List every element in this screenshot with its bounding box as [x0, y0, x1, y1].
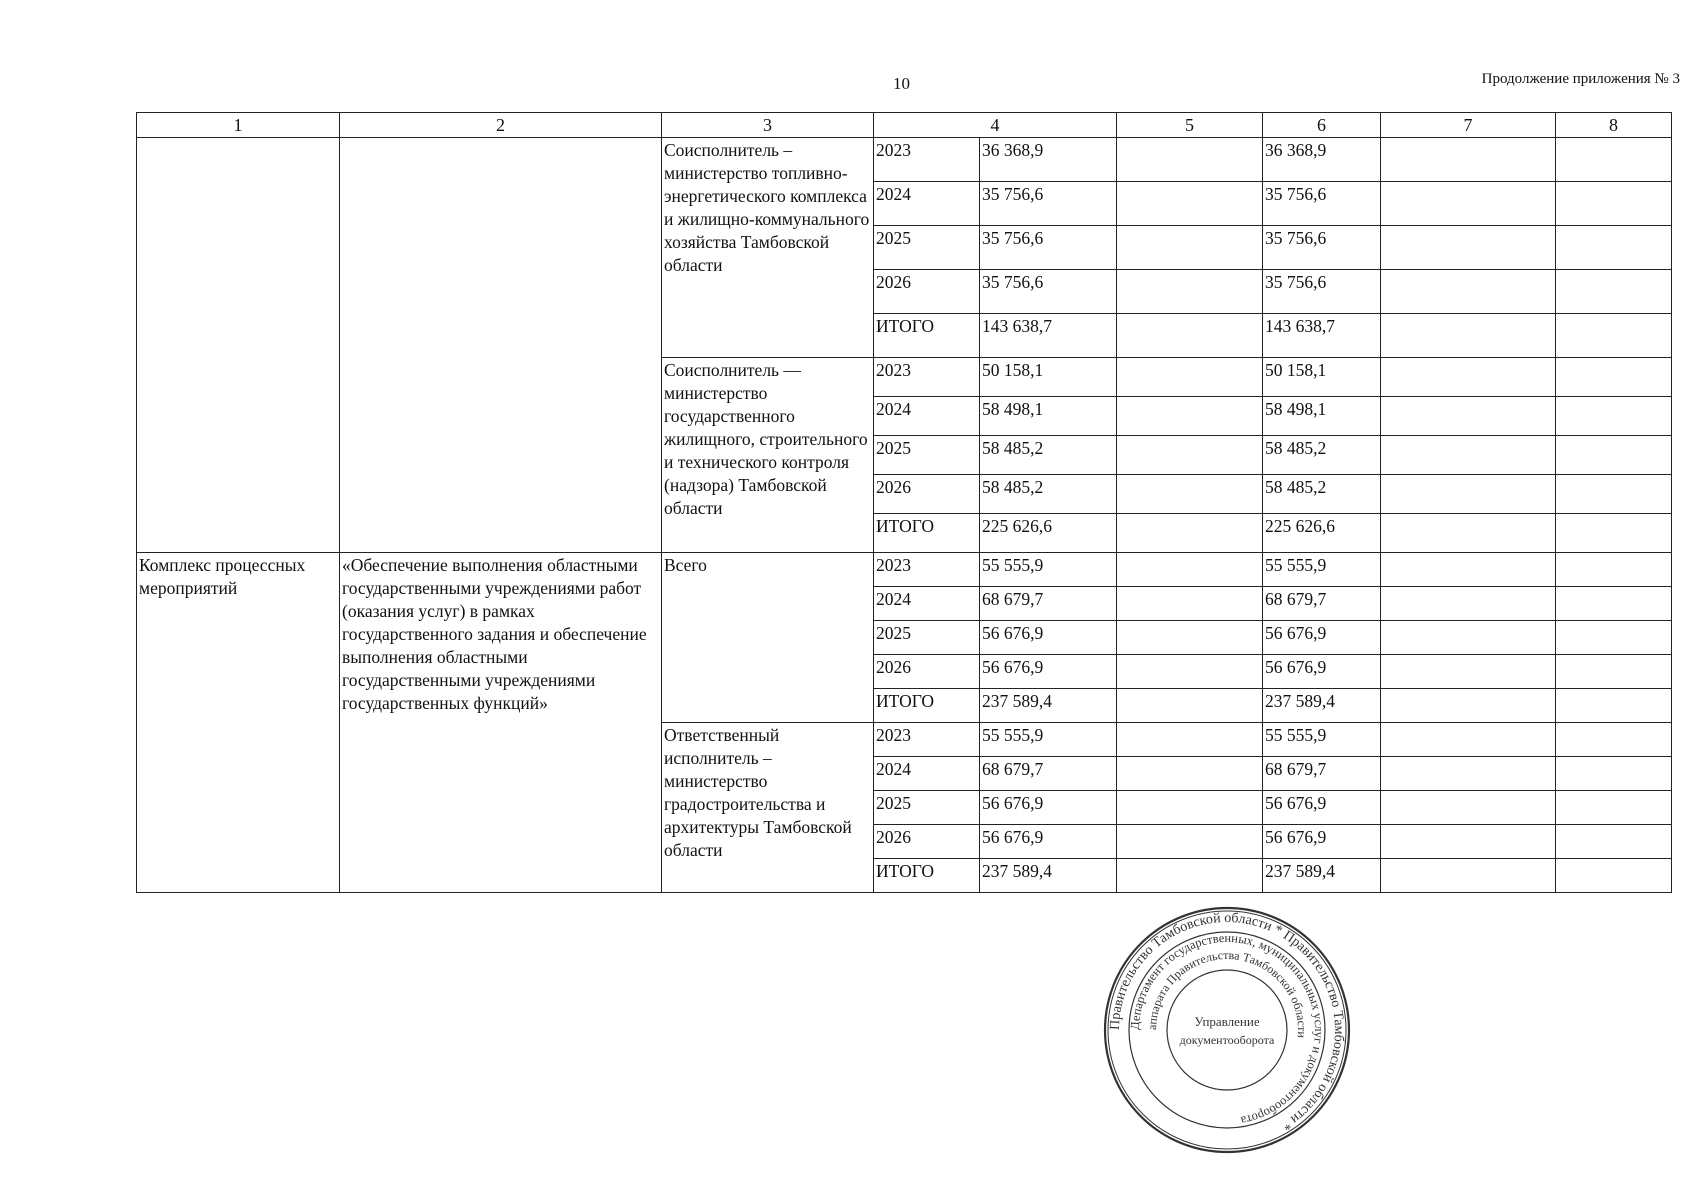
local-cell [1381, 553, 1556, 587]
regional-cell: 56 676,9 [1263, 655, 1381, 689]
seal-outer-text: Правительство Тамбовской области * Правительство Тамбовской области * [1107, 910, 1347, 1133]
local-cell [1381, 689, 1556, 723]
federal-cell [1117, 436, 1263, 475]
federal-cell [1117, 514, 1263, 553]
seal-ring-inner [1167, 970, 1287, 1090]
executor-cell: Ответственный исполнитель – министерство градостроительства и архитектуры Тамбовской области [662, 723, 874, 893]
federal-cell [1117, 314, 1263, 358]
federal-cell [1117, 689, 1263, 723]
regional-cell: 55 555,9 [1263, 553, 1381, 587]
period-cell: 2025 [874, 436, 980, 475]
regional-cell: 237 589,4 [1263, 689, 1381, 723]
local-cell [1381, 436, 1556, 475]
federal-cell [1117, 270, 1263, 314]
other-cell [1556, 358, 1672, 397]
period-cell: ИТОГО [874, 689, 980, 723]
name-cell: «Обеспечение выполнения областными государственными учреждениями работ (оказания услуг) в рамках государственного задания и обеспечение выполнения областными государственными учреждениями государственных функций» [340, 553, 662, 893]
period-cell: 2025 [874, 226, 980, 270]
other-cell [1556, 138, 1672, 182]
column-header: 7 [1381, 113, 1556, 138]
total-cell: 68 679,7 [980, 757, 1117, 791]
column-number-row [137, 113, 1672, 138]
period-cell: 2025 [874, 621, 980, 655]
column-header: 5 [1117, 113, 1263, 138]
seal-graphic [1102, 905, 1352, 1155]
regional-cell: 36 368,9 [1263, 138, 1381, 182]
total-cell: 56 676,9 [980, 791, 1117, 825]
other-cell [1556, 757, 1672, 791]
federal-cell [1117, 475, 1263, 514]
regional-cell: 35 756,6 [1263, 226, 1381, 270]
seal-center-line-1: Управление [1194, 1014, 1260, 1029]
local-cell [1381, 182, 1556, 226]
period-cell: 2024 [874, 757, 980, 791]
federal-cell [1117, 723, 1263, 757]
federal-cell [1117, 138, 1263, 182]
period-cell: 2026 [874, 655, 980, 689]
regional-cell: 56 676,9 [1263, 621, 1381, 655]
local-cell [1381, 655, 1556, 689]
period-cell: 2024 [874, 587, 980, 621]
seal-inner-text: аппарата Правительства Тамбовской области [1144, 947, 1310, 1039]
other-cell [1556, 587, 1672, 621]
period-cell: 2026 [874, 475, 980, 514]
local-cell [1381, 825, 1556, 859]
other-cell [1556, 270, 1672, 314]
other-cell [1556, 182, 1672, 226]
total-cell: 56 676,9 [980, 825, 1117, 859]
regional-cell: 35 756,6 [1263, 270, 1381, 314]
table-row [137, 553, 1672, 587]
total-cell: 58 485,2 [980, 475, 1117, 514]
column-header: 1 [137, 113, 340, 138]
name-cell [340, 138, 662, 553]
total-cell: 58 498,1 [980, 397, 1117, 436]
local-cell [1381, 226, 1556, 270]
other-cell [1556, 689, 1672, 723]
regional-cell: 55 555,9 [1263, 723, 1381, 757]
total-cell: 143 638,7 [980, 314, 1117, 358]
total-cell: 36 368,9 [980, 138, 1117, 182]
column-header: 8 [1556, 113, 1672, 138]
local-cell [1381, 514, 1556, 553]
local-cell [1381, 138, 1556, 182]
other-cell [1556, 436, 1672, 475]
executor-cell: Соисполнитель – министерство топливно-энергетического комплекса и жилищно-коммунального хозяйства Тамбовской области [662, 138, 874, 358]
period-cell: 2023 [874, 553, 980, 587]
column-header: 2 [340, 113, 662, 138]
federal-cell [1117, 358, 1263, 397]
federal-cell [1117, 791, 1263, 825]
total-cell: 68 679,7 [980, 587, 1117, 621]
total-cell: 237 589,4 [980, 689, 1117, 723]
regional-cell: 68 679,7 [1263, 587, 1381, 621]
regional-cell: 68 679,7 [1263, 757, 1381, 791]
federal-cell [1117, 226, 1263, 270]
other-cell [1556, 621, 1672, 655]
structure-cell: Комплекс процессных мероприятий [137, 553, 340, 893]
local-cell [1381, 314, 1556, 358]
total-cell: 50 158,1 [980, 358, 1117, 397]
seal-middle-text: Департамент государственных, муниципальных услуг и документооборота [1127, 930, 1327, 1128]
page-number: 10 [893, 74, 910, 93]
local-cell [1381, 723, 1556, 757]
total-cell: 237 589,4 [980, 859, 1117, 893]
period-cell: 2025 [874, 791, 980, 825]
regional-cell: 237 589,4 [1263, 859, 1381, 893]
column-header: 3 [662, 113, 874, 138]
federal-cell [1117, 553, 1263, 587]
federal-cell [1117, 397, 1263, 436]
period-cell: 2024 [874, 182, 980, 226]
total-cell: 55 555,9 [980, 553, 1117, 587]
local-cell [1381, 757, 1556, 791]
regional-cell: 50 158,1 [1263, 358, 1381, 397]
total-cell: 55 555,9 [980, 723, 1117, 757]
official-seal [1102, 905, 1352, 1155]
period-cell: ИТОГО [874, 859, 980, 893]
regional-cell: 225 626,6 [1263, 514, 1381, 553]
total-cell: 35 756,6 [980, 226, 1117, 270]
seal-center-line-2: документооборота [1179, 1033, 1275, 1047]
column-header: 6 [1263, 113, 1381, 138]
federal-cell [1117, 182, 1263, 226]
total-cell: 225 626,6 [980, 514, 1117, 553]
other-cell [1556, 723, 1672, 757]
federal-cell [1117, 825, 1263, 859]
executor-cell: Соисполнитель — министерство государственного жилищного, строительного и технического контроля (надзора) Тамбовской области [662, 358, 874, 553]
other-cell [1556, 475, 1672, 514]
total-cell: 56 676,9 [980, 655, 1117, 689]
other-cell [1556, 226, 1672, 270]
local-cell [1381, 397, 1556, 436]
period-cell: ИТОГО [874, 314, 980, 358]
federal-cell [1117, 757, 1263, 791]
regional-cell: 56 676,9 [1263, 791, 1381, 825]
local-cell [1381, 358, 1556, 397]
table-row [137, 138, 1672, 182]
federal-cell [1117, 587, 1263, 621]
local-cell [1381, 791, 1556, 825]
continuation-label: Продолжение приложения № 3 [1481, 71, 1680, 87]
period-cell: 2023 [874, 138, 980, 182]
regional-cell: 58 485,2 [1263, 475, 1381, 514]
executor-cell: Всего [662, 553, 874, 723]
regional-cell: 58 485,2 [1263, 436, 1381, 475]
local-cell [1381, 621, 1556, 655]
regional-cell: 143 638,7 [1263, 314, 1381, 358]
local-cell [1381, 587, 1556, 621]
other-cell [1556, 655, 1672, 689]
period-cell: ИТОГО [874, 514, 980, 553]
other-cell [1556, 825, 1672, 859]
period-cell: 2026 [874, 825, 980, 859]
local-cell [1381, 475, 1556, 514]
total-cell: 56 676,9 [980, 621, 1117, 655]
other-cell [1556, 314, 1672, 358]
regional-cell: 35 756,6 [1263, 182, 1381, 226]
total-cell: 35 756,6 [980, 182, 1117, 226]
other-cell [1556, 514, 1672, 553]
federal-cell [1117, 621, 1263, 655]
column-header: 4 [874, 113, 1117, 138]
other-cell [1556, 859, 1672, 893]
local-cell [1381, 859, 1556, 893]
period-cell: 2023 [874, 723, 980, 757]
other-cell [1556, 791, 1672, 825]
total-cell: 35 756,6 [980, 270, 1117, 314]
period-cell: 2026 [874, 270, 980, 314]
regional-cell: 56 676,9 [1263, 825, 1381, 859]
other-cell [1556, 397, 1672, 436]
federal-cell [1117, 859, 1263, 893]
regional-cell: 58 498,1 [1263, 397, 1381, 436]
federal-cell [1117, 655, 1263, 689]
period-cell: 2024 [874, 397, 980, 436]
other-cell [1556, 553, 1672, 587]
period-cell: 2023 [874, 358, 980, 397]
local-cell [1381, 270, 1556, 314]
structure-cell [137, 138, 340, 553]
total-cell: 58 485,2 [980, 436, 1117, 475]
budget-table [136, 112, 1672, 893]
